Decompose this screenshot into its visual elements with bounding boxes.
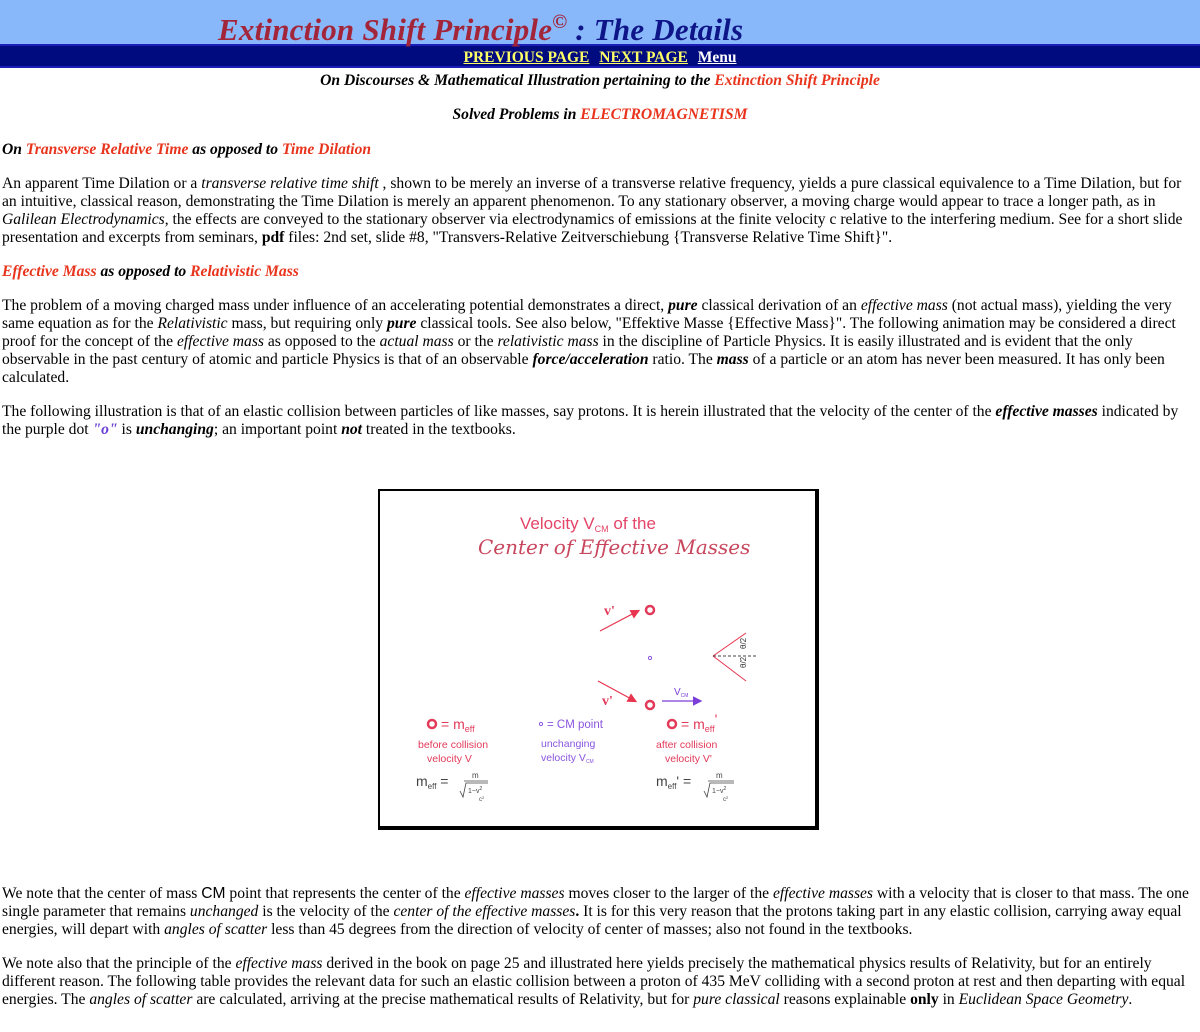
particle-upper	[646, 606, 654, 614]
text: mass, but requiring only	[227, 315, 387, 332]
emphasis: actual mass	[379, 333, 454, 350]
text: reasons explainable	[779, 991, 911, 1008]
emphasis: effective mass	[860, 297, 948, 314]
text: , shown to be merely an inverse of a transverse relative frequency, yields a pure classical equivalence to a Time Dilation, but for an intuitive, classical reason, demonstrating the Time Dilation is merely an apparent phenomenon. To any stationary observer, a moving charge would appear to trace a longer path, as in	[2, 175, 1182, 210]
heading-term-dilation: Time Dilation	[281, 141, 372, 158]
emphasis: Relativistic	[157, 315, 228, 332]
text: The following illustration is that of an elastic collision between particles of like masses, say protons. It is herein illustrated that the velocity of the center of the	[2, 403, 996, 420]
emphasis: unchanging	[135, 421, 214, 438]
subtitle-highlight: Extinction Shift Principle	[714, 72, 880, 89]
emphasis: effective masses	[464, 885, 565, 902]
subtitle	[2, 72, 1198, 90]
angle-label-bottom: θ/2	[739, 656, 748, 668]
emphasis: center of the effective masses	[393, 903, 576, 920]
equation-denominator-prime: $1-v^2$	[712, 786, 727, 795]
text: derived in the book on page 25 and illustrated here yields precisely the mathematical physics results of Relativity, but for an entirely different reason. The following table provides the relevant data for such an elastic collision between a proton of 435 MeV colliding with a second proton at rest and then departing with equal energies. The	[2, 955, 1186, 1008]
paragraph-relativity	[2, 955, 1198, 1009]
equation-denominator: $1-v^2$	[468, 786, 483, 795]
emphasis: transverse relative time shift	[201, 175, 379, 192]
emphasis: only	[910, 991, 939, 1008]
heading-term-effective: Effective Mass	[2, 263, 97, 280]
title-main: Extinction Shift Principle	[218, 12, 553, 47]
text: with a velocity that is closer to that mass. The one single parameter that remains	[2, 885, 1189, 920]
heading-mid: as opposed to	[96, 263, 191, 280]
text: The problem of a moving charged mass under influence of an accelerating potential demonstrates a direct,	[2, 297, 669, 314]
text: classical tools. See also below, "Effektive Masse {Effective Mass}". The following animation may be considered a direct proof for the concept of the	[2, 315, 1176, 350]
text: is	[117, 421, 136, 438]
heading-on: On	[2, 141, 26, 158]
figure-title-line2: Center of Effective Masses	[478, 535, 751, 559]
emphasis: mass	[716, 351, 749, 368]
collision-illustration	[378, 489, 819, 830]
figure-title	[478, 514, 750, 559]
particle-legend-icon-after	[668, 720, 676, 728]
text: is the velocity of the	[258, 903, 394, 920]
paragraph-time-dilation	[2, 175, 1198, 247]
solved-problems-heading	[2, 106, 1198, 124]
text: ratio. The	[648, 351, 717, 368]
legend-before-line1: before collision	[418, 739, 489, 751]
text: .	[575, 903, 580, 920]
purple-dot-label: "o"	[92, 421, 118, 438]
emphasis: effective masses	[995, 403, 1098, 420]
page-title	[218, 4, 743, 48]
subtitle-text: On Discourses & Mathematical Illustration pertaining to the	[320, 72, 715, 89]
paragraph-center-of-mass	[2, 885, 1198, 939]
legend-meff: = $m_{eff}$	[441, 716, 475, 734]
text: An apparent Time Dilation or a	[2, 175, 202, 192]
pdf-label: pdf	[261, 229, 285, 246]
particle-lower	[646, 701, 654, 709]
emphasis: pure	[387, 315, 417, 332]
legend-before-line2: velocity V	[427, 753, 472, 765]
text: .	[1128, 991, 1133, 1008]
emphasis: effective masses	[772, 885, 874, 902]
text: files: 2nd set, slide #8, "Transvers-Relative Zeitverschiebung {Transverse Relative Time Shift}".	[284, 229, 893, 246]
cm-legend-icon	[539, 722, 542, 725]
emphasis: pure classical	[693, 991, 780, 1008]
vcm-label: $V_{CM}$	[674, 687, 689, 699]
emphasis: Euclidean Space Geometry	[958, 991, 1129, 1008]
text: in the discipline of Particle Physics. It is easily illustrated and is evident that the only observable in the past century of atomic and particle Physics is that of an observable	[2, 333, 1133, 368]
legend-after-line1: after collision	[656, 739, 718, 751]
emphasis: angles of scatter	[164, 921, 268, 938]
emphasis: force/acceleration	[532, 351, 649, 368]
next-page-link[interactable]: NEXT PAGE	[599, 49, 688, 66]
angle-label-top: θ/2	[739, 637, 748, 649]
text: (not actual mass), yielding the very same equation as for the	[2, 297, 1172, 332]
title-banner	[0, 0, 1200, 47]
section-heading-time	[2, 141, 1198, 159]
text: in	[938, 991, 959, 1008]
text: classical derivation of an	[697, 297, 861, 314]
emphasis: not	[341, 421, 363, 438]
text: are calculated, arriving at the precise mathematical results of Relativity, but for	[192, 991, 694, 1008]
equation-c: $c^2$	[479, 795, 485, 803]
equation-meff: $m_{eff}$ =	[416, 773, 449, 791]
text: less than 45 degrees from the direction of velocity of center of masses; also not found in the textbooks.	[267, 921, 913, 938]
legend-cm	[539, 719, 603, 765]
v-prime-label-lower: v'	[602, 694, 613, 709]
equation-meff-prime: $m_{eff}'$ =	[656, 773, 692, 791]
legend-after-line2: velocity V'	[665, 753, 712, 765]
emphasis: relativistic mass	[497, 333, 599, 350]
emphasis: Galilean Electrodynamics	[2, 211, 165, 228]
emphasis: angles of scatter	[89, 991, 193, 1008]
legend-after	[656, 711, 734, 803]
heading-term-relativistic: Relativistic Mass	[190, 263, 299, 280]
solved-highlight: ELECTROMAGNETISM	[580, 106, 748, 123]
cm-abbrev: CM	[201, 885, 226, 902]
section-heading-mass	[2, 263, 1198, 281]
figure-title-line1: Velocity VCM of the	[520, 514, 656, 534]
text: ; an important point	[213, 421, 342, 438]
emphasis: effective mass	[235, 955, 323, 972]
legend-unchanging-line1: unchanging	[541, 738, 596, 750]
equation-numerator: m	[472, 771, 479, 780]
heading-term-transverse: Transverse Relative Time	[25, 141, 189, 158]
paragraph-effective-mass	[2, 297, 1198, 387]
menu-link[interactable]: Menu	[697, 49, 737, 66]
text: of a particle or an atom has never been measured. It has only been calculated.	[2, 351, 1165, 386]
equation-c-prime: $c^2$	[723, 795, 729, 803]
emphasis: effective mass	[176, 333, 264, 350]
legend-before	[416, 716, 488, 803]
particle-legend-icon	[428, 720, 436, 728]
text: It is for this very reason that the protons taking part in any elastic collision, carrying away equal energies, will depart with	[2, 903, 1182, 938]
cm-point	[648, 656, 651, 659]
copyright-mark: ©	[552, 11, 568, 33]
equation-numerator-prime: m	[716, 771, 723, 780]
text: point that represents the center of the	[225, 885, 465, 902]
solved-text: Solved Problems in	[452, 106, 581, 123]
legend-meff-prime: = $m_{eff}'$	[681, 711, 718, 734]
v-prime-label-upper: v'	[604, 604, 615, 619]
emphasis: pure	[668, 297, 698, 314]
paragraph-collision	[2, 403, 1198, 439]
legend-unchanging-line2: velocity VCM	[541, 752, 594, 765]
text: or the	[453, 333, 498, 350]
text: We note also that the principle of the	[2, 955, 236, 972]
title-suffix: : The Details	[567, 12, 744, 47]
text: , the effects are conveyed to the stationary observer via electrodynamics of emissions at the finite velocity c relative to the interfering medium. See for a short slide presentation and excerpts from seminars,	[2, 211, 1183, 246]
heading-mid: as opposed to	[188, 141, 282, 158]
emphasis: unchanged	[189, 903, 259, 920]
legend-cm-text: = CM point	[547, 719, 603, 731]
previous-page-link[interactable]: PREVIOUS PAGE	[463, 49, 590, 66]
text: as opposed to the	[263, 333, 380, 350]
text: moves closer to the larger of the	[564, 885, 773, 902]
text: We note that the center of mass	[2, 885, 202, 902]
illustration-canvas	[380, 491, 815, 826]
text: treated in the textbooks.	[362, 421, 516, 438]
text: indicated by the purple dot	[2, 403, 1179, 438]
